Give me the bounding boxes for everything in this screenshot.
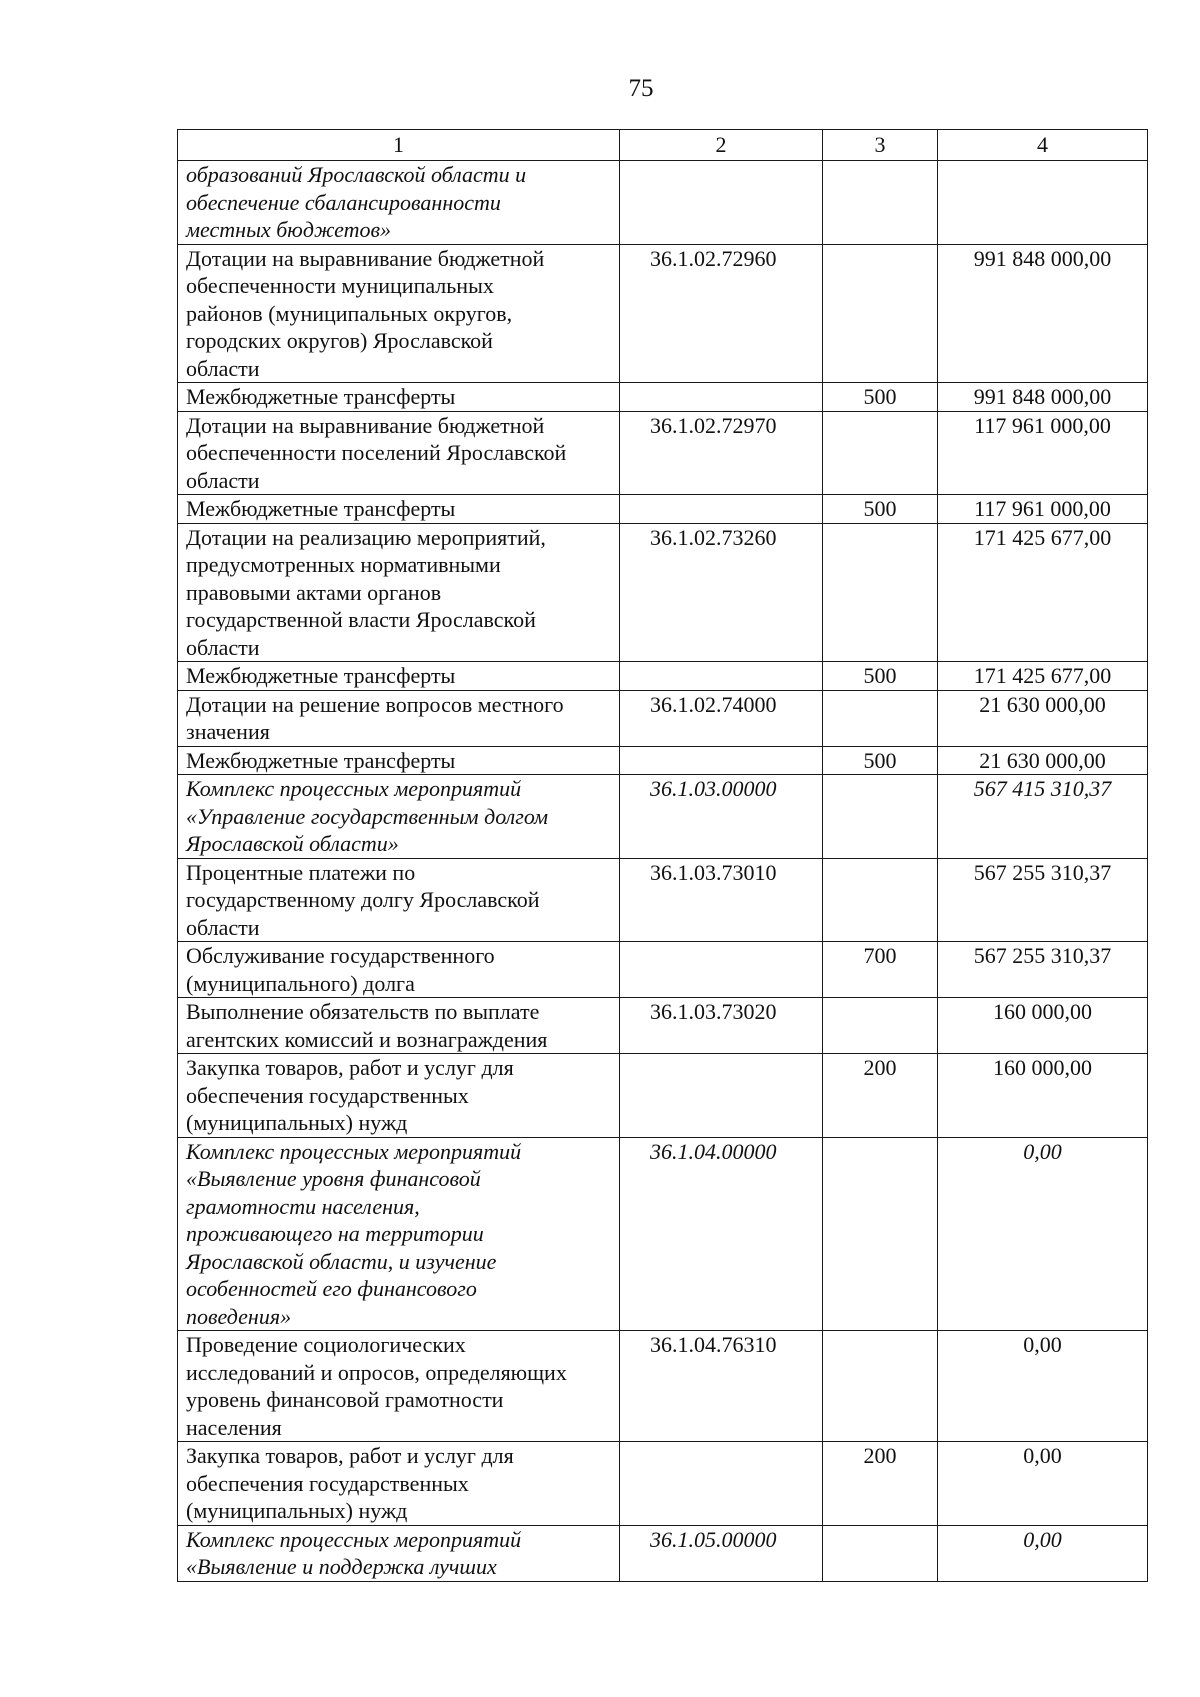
row-name-cell: Межбюджетные трансферты (178, 495, 620, 524)
row-expense-type-cell (823, 1331, 938, 1442)
row-name-cell: Выполнение обязательств по выплате агентских комиссий и вознаграждения (178, 998, 620, 1054)
row-name-cell: Проведение социологических исследований и опросов, определяющих уровень финансовой грамотности населения (178, 1331, 620, 1442)
table-row (178, 746, 1148, 775)
row-expense-type-cell: 500 (823, 383, 938, 412)
table-row (178, 1054, 1148, 1138)
table-row (178, 1331, 1148, 1442)
row-name-cell: Закупка товаров, работ и услуг для обеспечения государственных (муниципальных) нужд (178, 1054, 620, 1138)
row-name-cell: Дотации на выравнивание бюджетной обеспеченности муниципальных районов (муниципальных округов, городских округов) Ярославской области (178, 244, 620, 383)
row-amount-cell: 991 848 000,00 (938, 383, 1148, 412)
row-expense-type-cell (823, 1525, 938, 1581)
row-code-cell: 36.1.04.76310 (620, 1331, 823, 1442)
row-amount-cell: 160 000,00 (938, 998, 1148, 1054)
table-row (178, 161, 1148, 245)
row-code-cell: 36.1.02.73260 (620, 523, 823, 662)
table-row (178, 1442, 1148, 1526)
row-amount-cell: 567 255 310,37 (938, 858, 1148, 942)
row-amount-cell: 117 961 000,00 (938, 495, 1148, 524)
row-expense-type-cell (823, 998, 938, 1054)
row-expense-type-cell (823, 858, 938, 942)
row-amount-cell: 991 848 000,00 (938, 244, 1148, 383)
table-row (178, 662, 1148, 691)
row-code-cell (620, 746, 823, 775)
row-code-cell (620, 495, 823, 524)
row-amount-cell: 0,00 (938, 1137, 1148, 1331)
column-header-2: 2 (620, 130, 823, 161)
row-expense-type-cell (823, 161, 938, 245)
table-row (178, 942, 1148, 998)
table-row (178, 523, 1148, 662)
row-expense-type-cell: 200 (823, 1442, 938, 1526)
table-row (178, 1137, 1148, 1331)
row-name-cell: Дотации на выравнивание бюджетной обеспеченности поселений Ярославской области (178, 411, 620, 495)
column-header-1: 1 (178, 130, 620, 161)
row-code-cell (620, 662, 823, 691)
table-row (178, 1525, 1148, 1581)
row-expense-type-cell (823, 244, 938, 383)
row-name-cell: Дотации на реализацию мероприятий, предусмотренных нормативными правовыми актами органов государственной власти Ярославской области (178, 523, 620, 662)
row-code-cell: 36.1.02.72960 (620, 244, 823, 383)
row-amount-cell: 0,00 (938, 1442, 1148, 1526)
row-amount-cell: 21 630 000,00 (938, 690, 1148, 746)
row-amount-cell (938, 161, 1148, 245)
row-code-cell: 36.1.02.74000 (620, 690, 823, 746)
column-header-3: 3 (823, 130, 938, 161)
table-row (178, 244, 1148, 383)
row-amount-cell: 0,00 (938, 1525, 1148, 1581)
row-amount-cell: 567 255 310,37 (938, 942, 1148, 998)
row-amount-cell: 171 425 677,00 (938, 662, 1148, 691)
row-expense-type-cell: 500 (823, 662, 938, 691)
table-row (178, 998, 1148, 1054)
row-expense-type-cell (823, 775, 938, 859)
table-header-row (178, 130, 1148, 161)
row-expense-type-cell (823, 1137, 938, 1331)
table-row (178, 775, 1148, 859)
row-code-cell: 36.1.05.00000 (620, 1525, 823, 1581)
row-name-cell: Межбюджетные трансферты (178, 383, 620, 412)
row-code-cell (620, 1442, 823, 1526)
row-name-cell: Комплекс процессных мероприятий «Управление государственным долгом Ярославской области» (178, 775, 620, 859)
row-name-cell: Комплекс процессных мероприятий «Выявление и поддержка лучших (178, 1525, 620, 1581)
table-row (178, 495, 1148, 524)
table-row (178, 858, 1148, 942)
row-name-cell: Межбюджетные трансферты (178, 662, 620, 691)
row-code-cell: 36.1.03.00000 (620, 775, 823, 859)
page-number: 75 (628, 75, 654, 102)
row-expense-type-cell (823, 690, 938, 746)
row-amount-cell: 117 961 000,00 (938, 411, 1148, 495)
row-name-cell: образований Ярославской области и обеспечение сбалансированности местных бюджетов» (178, 161, 620, 245)
table-row (178, 383, 1148, 412)
row-amount-cell: 21 630 000,00 (938, 746, 1148, 775)
row-code-cell (620, 1054, 823, 1138)
row-code-cell: 36.1.02.72970 (620, 411, 823, 495)
row-expense-type-cell: 500 (823, 746, 938, 775)
row-code-cell: 36.1.03.73010 (620, 858, 823, 942)
row-code-cell (620, 161, 823, 245)
row-amount-cell: 160 000,00 (938, 1054, 1148, 1138)
row-name-cell: Дотации на решение вопросов местного значения (178, 690, 620, 746)
row-name-cell: Обслуживание государственного (муниципального) долга (178, 942, 620, 998)
row-name-cell: Закупка товаров, работ и услуг для обеспечения государственных (муниципальных) нужд (178, 1442, 620, 1526)
row-amount-cell: 0,00 (938, 1331, 1148, 1442)
row-name-cell: Процентные платежи по государственному долгу Ярославской области (178, 858, 620, 942)
row-code-cell: 36.1.03.73020 (620, 998, 823, 1054)
row-code-cell (620, 383, 823, 412)
column-header-4: 4 (938, 130, 1148, 161)
row-amount-cell: 171 425 677,00 (938, 523, 1148, 662)
budget-table (177, 129, 1148, 1582)
row-code-cell: 36.1.04.00000 (620, 1137, 823, 1331)
row-name-cell: Комплекс процессных мероприятий «Выявление уровня финансовой грамотности населения, проживающего на территории Ярославской области, и изучение особенностей его финансового поведения» (178, 1137, 620, 1331)
table-row (178, 690, 1148, 746)
row-expense-type-cell: 500 (823, 495, 938, 524)
table-row (178, 411, 1148, 495)
row-expense-type-cell: 200 (823, 1054, 938, 1138)
row-expense-type-cell (823, 411, 938, 495)
row-amount-cell: 567 415 310,37 (938, 775, 1148, 859)
row-code-cell (620, 942, 823, 998)
row-name-cell: Межбюджетные трансферты (178, 746, 620, 775)
row-expense-type-cell (823, 523, 938, 662)
row-expense-type-cell: 700 (823, 942, 938, 998)
